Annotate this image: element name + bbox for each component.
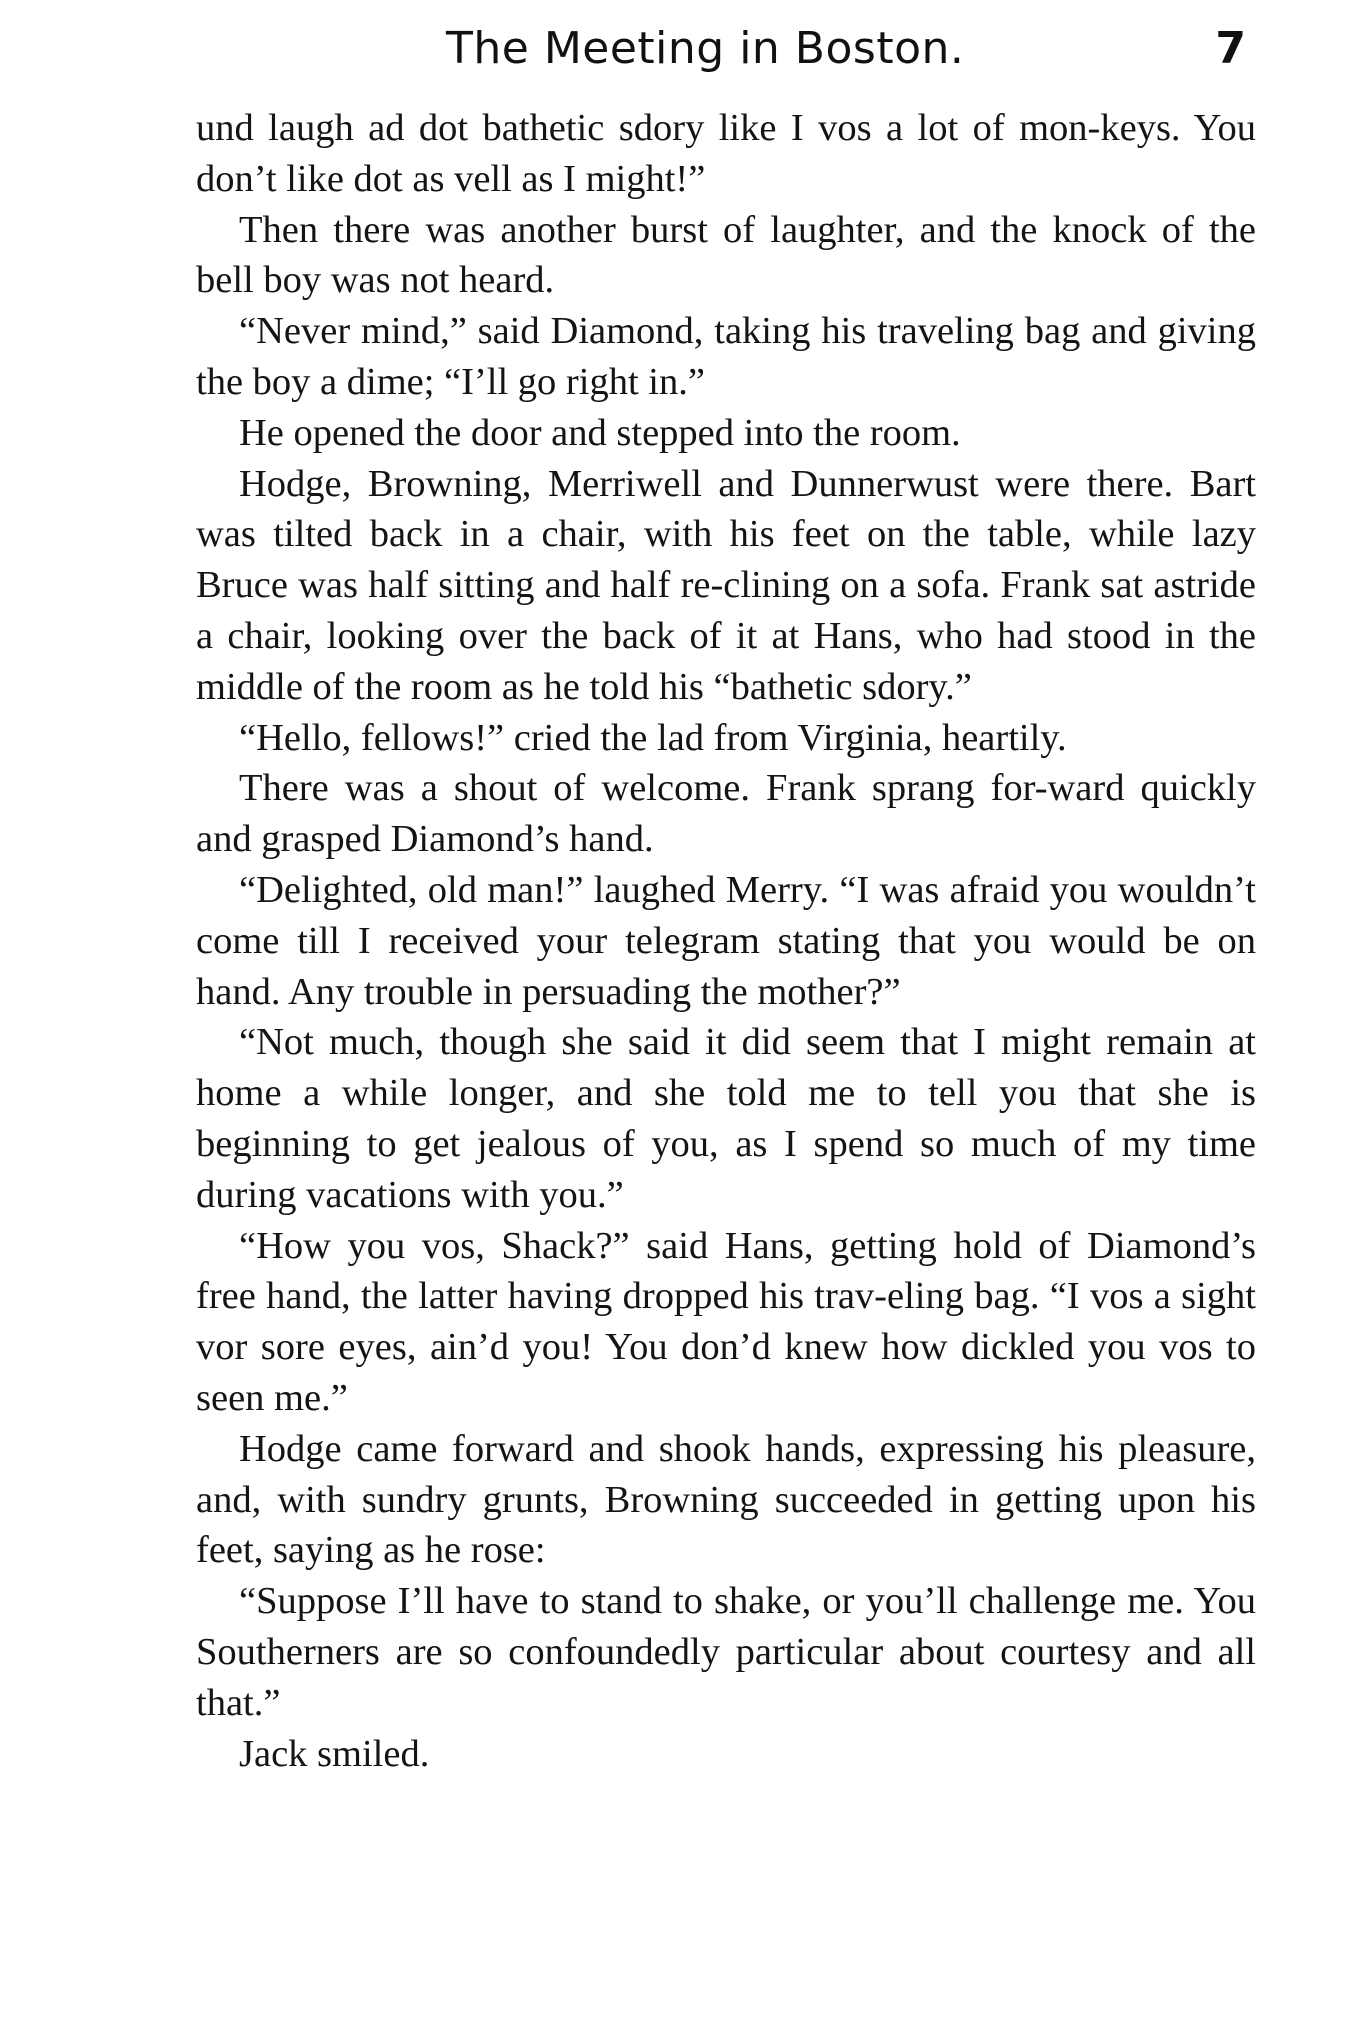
page-number: 7 <box>1215 23 1246 74</box>
paragraph: Then there was another burst of laughter, and the knock of the bell boy was not heard. <box>196 208 1256 302</box>
paragraph: “Hello, fellows!” cried the lad from Virginia, heartily. <box>239 716 1067 759</box>
running-title: The Meeting in Boston. <box>446 23 965 74</box>
paragraph: Jack smiled. <box>239 1732 430 1775</box>
paragraph: He opened the door and stepped into the room. <box>239 411 961 454</box>
paragraph: There was a shout of welcome. Frank sprang for-ward quickly and grasped Diamond’s hand. <box>196 767 1256 861</box>
paragraph: Hodge came forward and shook hands, expressing his pleasure, and, with sundry grunts, Browning succeeded in getting upon his feet, saying as he rose: <box>196 1427 1256 1572</box>
paragraph: “Delighted, old man!” laughed Merry. “I was afraid you wouldn’t come till I received your telegram stating that you would be on hand. Any trouble in persuading the mother?” <box>196 868 1256 1013</box>
paragraph: “Never mind,” said Diamond, taking his traveling bag and giving the boy a dime; “I’ll go right in.” <box>196 310 1256 403</box>
paragraph: “Not much, though she said it did seem that I might remain at home a while longer, and she told me to tell you that she is beginning to get jealous of you, as I spend so much of my time during vacations with you.” <box>196 1021 1256 1216</box>
paragraph: “How you vos, Shack?” said Hans, getting hold of Diamond’s free hand, the latter having dropped his trav-eling bag. “I vos a sight vor sore eyes, ain’d you! You don’d knew how dickled you vos to seen me.” <box>196 1224 1256 1419</box>
running-header <box>196 14 1266 84</box>
paragraph: und laugh ad dot bathetic sdory like I vos a lot of mon-keys. You don’t like dot as vell as I might!” <box>196 107 1256 200</box>
body-text <box>196 103 1256 1779</box>
paragraph: “Suppose I’ll have to stand to shake, or you’ll challenge me. You Southerners are so confoundedly particular about courtesy and all that.” <box>196 1580 1256 1724</box>
paragraph: Hodge, Browning, Merriwell and Dunnerwust were there. Bart was tilted back in a chair, with his feet on the table, while lazy Bruce was half sitting and half re-clining on a sofa. Frank sat astride a chair, looking over the back of it at Hans, who had stood in the middle of the room as he told his “bathetic sdory.” <box>196 462 1256 708</box>
